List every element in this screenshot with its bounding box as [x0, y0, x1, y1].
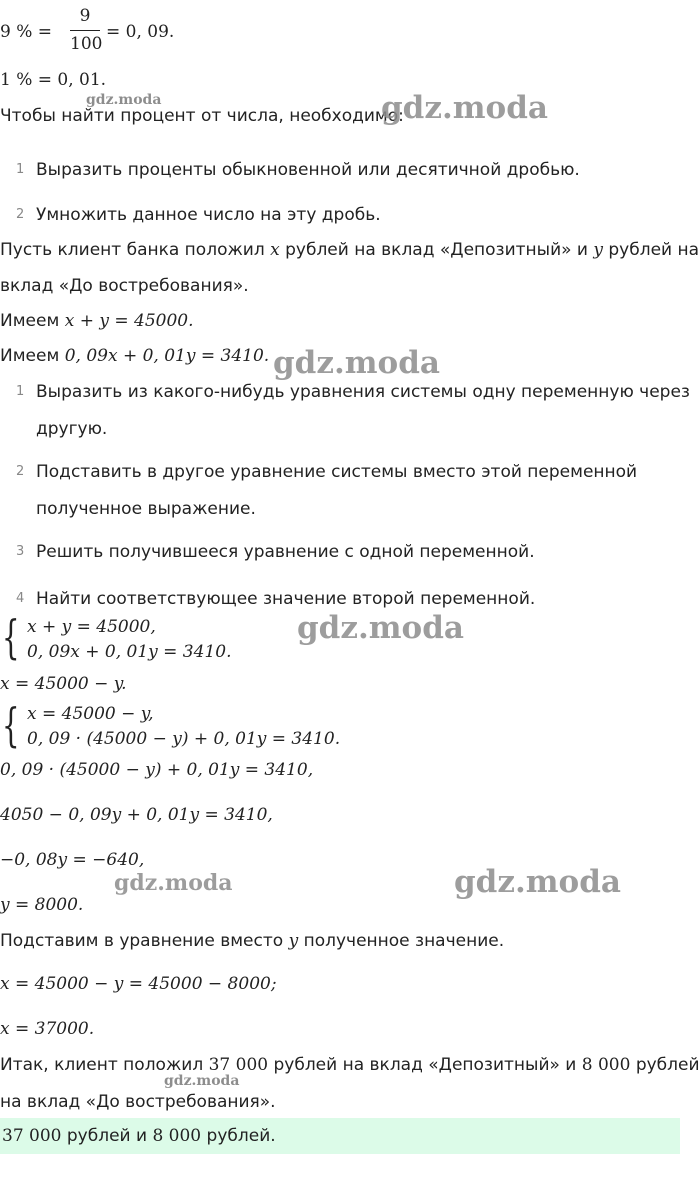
- substitute-text: Подставим в уравнение вместо y полученное значение.: [0, 931, 505, 951]
- have-line-1: Имеем x + y = 45000.: [0, 311, 194, 331]
- have-line-2: Имеем 0, 09x + 0, 01y = 3410.: [0, 346, 270, 366]
- pct9-right: = 0, 09.: [106, 22, 175, 42]
- watermark-large-4: gdz.moda: [454, 864, 621, 900]
- list2-item-3: Решить получившееся уравнение с одной переменной.: [36, 542, 535, 562]
- step-4: y = 8000.: [0, 895, 84, 915]
- list2-num-3: 3: [16, 544, 25, 559]
- list2-item-2-line2: полученное выражение.: [36, 499, 256, 519]
- list1-item-1: Выразить проценты обыкновенной или десятичной дробью.: [36, 160, 580, 180]
- list2-num-4: 4: [16, 591, 25, 606]
- watermark-large-1: gdz.moda: [381, 90, 548, 126]
- step-5: x = 45000 − y = 45000 − 8000;: [0, 974, 277, 994]
- pct1-line: 1 % = 0, 01.: [0, 70, 107, 90]
- fraction-9-100: [70, 6, 103, 54]
- system1-line2: 0, 09x + 0, 01y = 3410.: [27, 642, 232, 662]
- step-1: 0, 09 · (45000 − y) + 0, 01y = 3410,: [0, 760, 314, 780]
- watermark-small-1: gdz.moda: [86, 92, 162, 108]
- client-line-2: вклад «До востребования».: [0, 276, 249, 296]
- list1-item-2: Умножить данное число на эту дробь.: [36, 205, 381, 225]
- watermark-small-2: gdz.moda: [164, 1073, 240, 1089]
- result-line-1: Итак, клиент положил 37 000 рублей на вклад «Депозитный» и 8 000 рублей: [0, 1055, 700, 1075]
- answer-box: [0, 1118, 680, 1154]
- system2-brace: {: [2, 698, 20, 752]
- step-3: −0, 08y = −640,: [0, 850, 145, 870]
- system1-brace: {: [2, 610, 20, 664]
- list1-num-1: 1: [16, 162, 25, 177]
- fraction-numerator: 9: [79, 6, 91, 26]
- find-percent-text: Чтобы найти процент от числа, необходимо:: [0, 106, 404, 126]
- watermark-mid-1: gdz.moda: [114, 870, 233, 896]
- list2-item-1-line2: другую.: [36, 419, 108, 439]
- fraction-denominator: 100: [70, 34, 103, 54]
- watermark-large-3: gdz.moda: [297, 610, 464, 646]
- step-6: x = 37000.: [0, 1019, 95, 1039]
- pct9-left: 9 % =: [0, 22, 53, 42]
- list2-item-1-line1: Выразить из какого-нибудь уравнения системы одну переменную через: [36, 382, 690, 402]
- system2-line2: 0, 09 · (45000 − y) + 0, 01y = 3410.: [27, 729, 341, 749]
- answer-text: 37 000 рублей и 8 000 рублей.: [2, 1126, 276, 1146]
- list1-num-2: 2: [16, 207, 25, 222]
- list2-num-2: 2: [16, 464, 25, 479]
- client-line-1: Пусть клиент банка положил x рублей на вклад «Депозитный» и y рублей на: [0, 240, 700, 260]
- step-2: 4050 − 0, 09y + 0, 01y = 3410,: [0, 805, 273, 825]
- result-line-2: на вклад «До востребования».: [0, 1092, 276, 1112]
- fraction-bar: [70, 30, 100, 31]
- list2-num-1: 1: [16, 384, 25, 399]
- system2-line1: x = 45000 − y,: [27, 704, 154, 724]
- watermark-large-2: gdz.moda: [273, 345, 440, 381]
- list2-item-4: Найти соответствующее значение второй переменной.: [36, 589, 536, 609]
- system1-line1: x + y = 45000,: [27, 617, 156, 637]
- list2-item-2-line1: Подставить в другое уравнение системы вместо этой переменной: [36, 462, 638, 482]
- step-x-expr: x = 45000 − y.: [0, 674, 127, 694]
